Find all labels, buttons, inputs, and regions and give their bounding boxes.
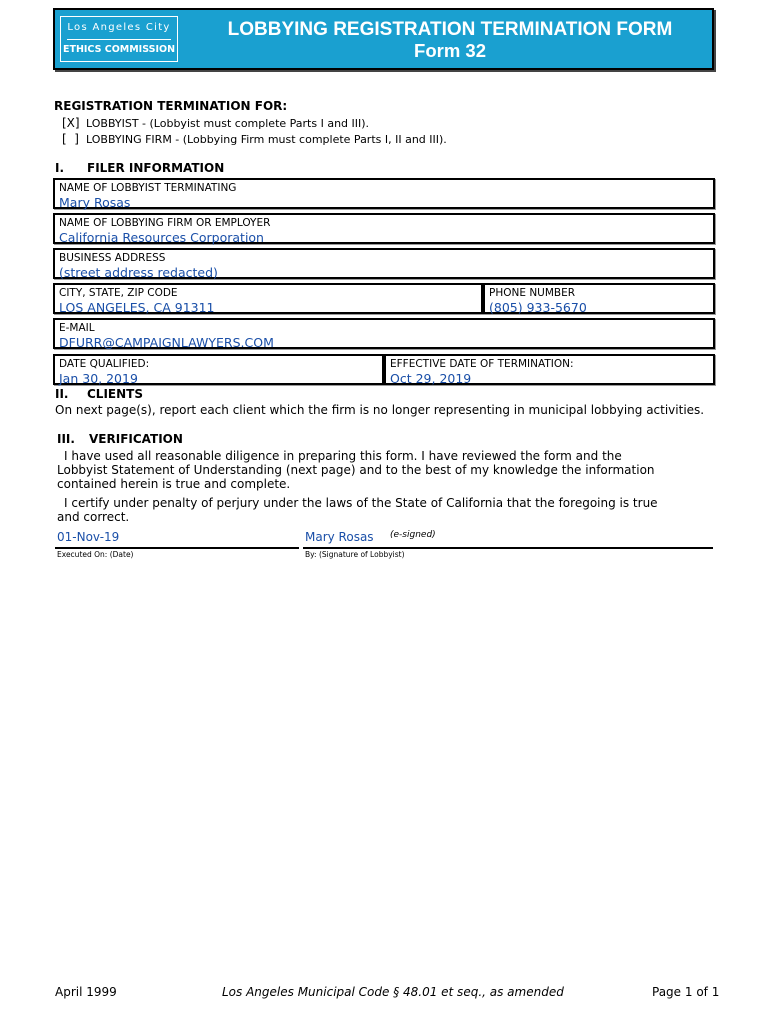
registration-heading: REGISTRATION TERMINATION FOR: xyxy=(54,99,288,113)
verification-paragraph-1-line-2: Lobbyist Statement of Understanding (next page) and to the best of my knowledge the information xyxy=(57,463,655,477)
lobbyist-name-value: Mary Rosas xyxy=(59,195,131,210)
logo-city-text: Los Angeles City xyxy=(67,22,171,33)
e-signed-note: (e-signed) xyxy=(390,530,436,540)
firm-name-field[interactable] xyxy=(53,213,715,244)
date-qualified-label: DATE QUALIFIED: xyxy=(59,358,150,370)
business-address-label: BUSINESS ADDRESS xyxy=(59,252,166,264)
logo-divider xyxy=(67,39,171,40)
section-2-number: II. xyxy=(55,387,69,401)
clients-instruction: On next page(s), report each client which the firm is no longer representing in municipal lobbying activities. xyxy=(55,403,705,417)
lobbying-firm-checkbox[interactable]: [ ] xyxy=(62,132,79,146)
verification-paragraph-1-line-3: contained herein is true and complete. xyxy=(57,477,291,491)
lobbyist-option-label: LOBBYIST - (Lobbyist must complete Parts I and III). xyxy=(86,117,370,130)
signature-line xyxy=(303,547,713,549)
date-signature-line xyxy=(55,547,299,549)
lobbyist-checkbox[interactable]: [X] xyxy=(62,116,80,130)
execution-date-caption: Executed On: (Date) xyxy=(57,550,134,559)
logo-commission-text: ETHICS COMMISSION xyxy=(62,44,176,55)
date-qualified-value: Jan 30, 2019 xyxy=(59,371,138,386)
footer-date: April 1999 xyxy=(55,985,117,999)
phone-number-label: PHONE NUMBER xyxy=(489,287,576,299)
ethics-commission-logo xyxy=(60,16,178,62)
section-3-number: III. xyxy=(57,432,75,446)
firm-name-value: California Resources Corporation xyxy=(59,230,264,245)
effective-termination-date-field[interactable] xyxy=(384,354,715,385)
execution-date-value: 01-Nov-19 xyxy=(57,530,120,544)
business-address-value: (street address redacted) xyxy=(59,265,218,280)
city-state-zip-field[interactable] xyxy=(53,283,483,314)
firm-name-label: NAME OF LOBBYING FIRM OR EMPLOYER xyxy=(59,217,271,229)
email-value: DFURR@CAMPAIGNLAWYERS.COM xyxy=(59,335,274,350)
section-1-title: FILER INFORMATION xyxy=(87,161,225,175)
city-state-zip-label: CITY, STATE, ZIP CODE xyxy=(59,287,178,299)
date-qualified-field[interactable] xyxy=(53,354,384,385)
lobbying-firm-option-label: LOBBYING FIRM - (Lobbying Firm must complete Parts I, II and III). xyxy=(86,133,447,146)
email-field[interactable] xyxy=(53,318,715,349)
effective-termination-date-label: EFFECTIVE DATE OF TERMINATION: xyxy=(390,358,574,370)
verification-paragraph-2-line-1: I certify under penalty of perjury under the laws of the State of California that the foregoing is true xyxy=(64,496,658,510)
lobbyist-name-field[interactable] xyxy=(53,178,715,209)
form-number: Form 32 xyxy=(414,40,486,61)
form-title: LOBBYING REGISTRATION TERMINATION FORM xyxy=(227,19,673,40)
section-2-title: CLIENTS xyxy=(87,387,143,401)
footer-page-number: Page 1 of 1 xyxy=(652,985,720,999)
phone-number-value: (805) 933-5670 xyxy=(489,300,587,315)
signature-caption: By: (Signature of Lobbyist) xyxy=(305,550,405,559)
city-state-zip-value: LOS ANGELES, CA 91311 xyxy=(59,300,215,315)
lobbyist-name-label: NAME OF LOBBYIST TERMINATING xyxy=(59,182,237,194)
phone-number-field[interactable] xyxy=(483,283,715,314)
business-address-field[interactable] xyxy=(53,248,715,279)
effective-termination-date-value: Oct 29, 2019 xyxy=(390,371,472,386)
email-label: E-MAIL xyxy=(59,322,95,334)
section-1-number: I. xyxy=(55,161,65,175)
verification-paragraph-2-line-2: and correct. xyxy=(57,510,130,524)
section-3-title: VERIFICATION xyxy=(89,432,183,446)
signature-value: Mary Rosas xyxy=(305,530,374,544)
footer-code-reference: Los Angeles Municipal Code § 48.01 et seq., as amended xyxy=(222,985,564,999)
verification-paragraph-1-line-1: I have used all reasonable diligence in preparing this form. I have reviewed the form and the xyxy=(64,449,622,463)
